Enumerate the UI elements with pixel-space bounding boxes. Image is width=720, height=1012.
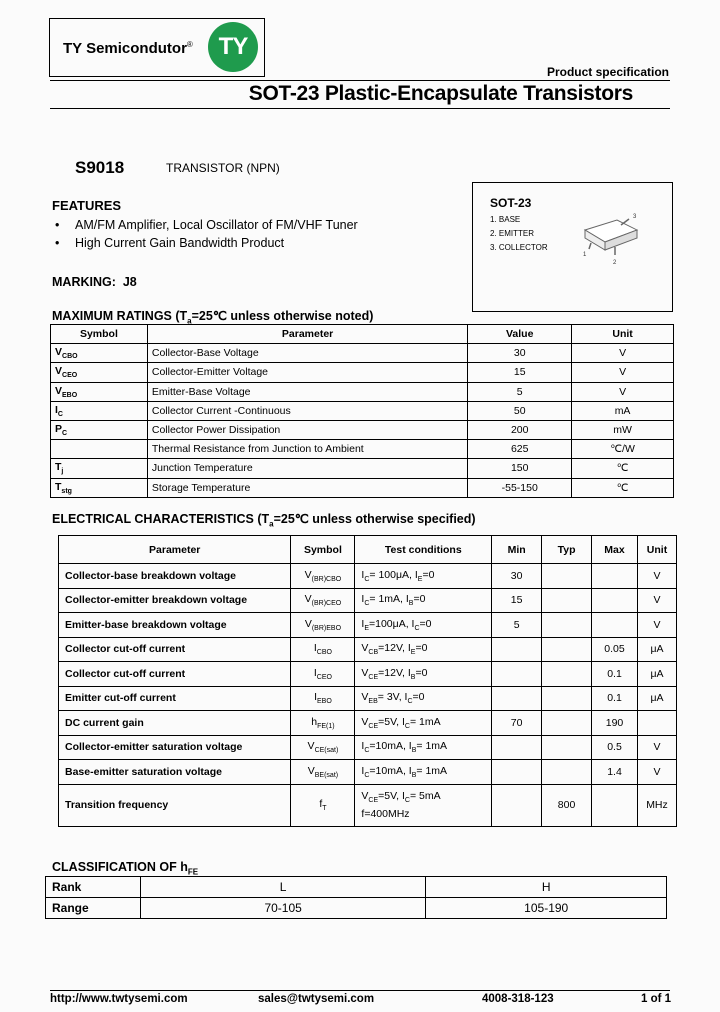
table-row: [59, 686, 677, 711]
parameter-cell: Collector-base breakdown voltage: [59, 564, 291, 589]
symbol-cell: [51, 478, 148, 497]
min-cell: [492, 735, 542, 760]
symbol-cell: [291, 735, 355, 760]
pin-2-number: 2: [613, 260, 617, 266]
parameter-cell: Collector-emitter breakdown voltage: [59, 588, 291, 613]
table-row: [51, 459, 674, 478]
header-rule: [50, 80, 670, 81]
symbol-cell: [291, 613, 355, 638]
parameter-cell: Emitter-Base Voltage: [147, 382, 467, 401]
typ-cell: [542, 662, 592, 687]
table-row: [46, 877, 667, 898]
parameter-cell: Collector Power Dissipation: [147, 420, 467, 439]
symbol-subscript: BE(sat): [314, 771, 339, 779]
company-name: [63, 40, 193, 57]
features-heading: FEATURES: [52, 198, 122, 213]
max-cell: [592, 564, 638, 589]
marking-value: J8: [122, 275, 137, 289]
symbol-subscript: stg: [61, 487, 72, 495]
unit-cell: ℃: [572, 478, 674, 497]
parameter-cell: Junction Temperature: [147, 459, 467, 478]
typ-cell: 800: [542, 784, 592, 826]
condition-cell: $V_{EB}= 3V$, $I_C=0$: [355, 686, 492, 711]
footer-url[interactable]: http://www.twtysemi.com: [50, 993, 188, 1005]
table-row: [59, 760, 677, 785]
max-cell: [592, 613, 638, 638]
parameter-cell: Collector-Emitter Voltage: [147, 363, 467, 382]
symbol-subscript: (BR)CEO: [311, 600, 342, 608]
min-cell: [492, 760, 542, 785]
unit-cell: V: [572, 382, 674, 401]
symbol-cell: [291, 784, 355, 826]
condition-cell: $I_C= 1mA$, $I_B=0$: [355, 588, 492, 613]
parameter-cell: Collector-emitter saturation voltage: [59, 735, 291, 760]
symbol-cell: [51, 382, 148, 401]
table-row: [51, 382, 674, 401]
symbol-cell: [51, 420, 148, 439]
range-h: 105-190: [426, 898, 667, 919]
symbol-cell: [291, 760, 355, 785]
symbol-cell: [51, 401, 148, 420]
symbol-subscript: CEO: [316, 673, 332, 681]
min-cell: 15: [492, 588, 542, 613]
table-row: [59, 711, 677, 736]
unit-cell: MHz: [637, 784, 676, 826]
footer-rule: [50, 990, 670, 991]
max-cell: 0.1: [592, 662, 638, 687]
symbol-letter: V: [55, 346, 63, 359]
col-parameter: Parameter: [147, 325, 467, 344]
value-cell: 5: [468, 382, 572, 401]
symbol-cell: [51, 459, 148, 478]
pin-2-label: 2. EMITTER: [490, 229, 535, 238]
condition-cell: $V_{CE}=5V$, $I_C= 5mA$ f=400MHz: [355, 784, 492, 826]
col-max: Max: [592, 536, 638, 564]
table-row: [59, 637, 677, 662]
table-row: [51, 440, 674, 459]
condition-cell: $V_{CE}=5V$, $I_C= 1mA$: [355, 711, 492, 736]
typ-cell: [542, 686, 592, 711]
symbol-cell: [51, 440, 148, 459]
marking: [52, 275, 137, 289]
unit-cell: V: [572, 363, 674, 382]
value-cell: -55-150: [468, 478, 572, 497]
company-name-text: TY Semicondutor: [63, 40, 187, 57]
value-cell: 200: [468, 420, 572, 439]
table-row: [51, 401, 674, 420]
symbol-subscript: CBO: [316, 649, 332, 657]
col-typ: Typ: [542, 536, 592, 564]
parameter-cell: Thermal Resistance from Junction to Ambient: [147, 440, 467, 459]
col-symbol: Symbol: [51, 325, 148, 344]
symbol-subscript: EBO: [62, 391, 78, 399]
unit-cell: V: [572, 344, 674, 363]
col-unit: Unit: [572, 325, 674, 344]
unit-cell: V: [637, 613, 676, 638]
part-type: TRANSISTOR (NPN): [166, 161, 280, 175]
symbol-subscript: (BR)CBO: [311, 575, 342, 583]
symbol-subscript: C: [57, 410, 63, 418]
symbol-cell: [291, 588, 355, 613]
min-cell: [492, 686, 542, 711]
footer-email[interactable]: sales@twtysemi.com: [258, 993, 375, 1005]
parameter-cell: Storage Temperature: [147, 478, 467, 497]
max-cell: 190: [592, 711, 638, 736]
feature-item: [55, 236, 284, 250]
symbol-letter: V: [55, 384, 63, 397]
table-row: [59, 662, 677, 687]
symbol-letter: I: [313, 666, 317, 679]
unit-cell: mW: [572, 420, 674, 439]
unit-cell: V: [637, 760, 676, 785]
max-cell: 0.5: [592, 735, 638, 760]
ty-logo: TY: [208, 22, 258, 72]
bullet-icon: •: [55, 218, 60, 232]
symbol-cell: [291, 711, 355, 736]
range-label: Range: [46, 898, 141, 919]
value-cell: 50: [468, 401, 572, 420]
range-l: 70-105: [140, 898, 425, 919]
symbol-subscript: j: [61, 468, 64, 476]
parameter-cell: Base-emitter saturation voltage: [59, 760, 291, 785]
symbol-letter: V: [304, 617, 312, 630]
table-header-row: [59, 536, 677, 564]
table-row: [51, 420, 674, 439]
feature-item: [55, 218, 358, 232]
symbol-letter: V: [55, 365, 63, 378]
symbol-subscript: CBO: [62, 353, 78, 361]
symbol-subscript: (BR)EBO: [311, 624, 342, 632]
parameter-cell: Collector Current -Continuous: [147, 401, 467, 420]
unit-cell: mA: [572, 401, 674, 420]
symbol-letter: T: [55, 480, 62, 493]
symbol-cell: [51, 344, 148, 363]
footer-phone: 4008-318-123: [482, 993, 554, 1005]
feature-text: High Current Gain Bandwidth Product: [75, 236, 285, 250]
symbol-cell: [291, 686, 355, 711]
bullet-icon: •: [55, 236, 60, 250]
unit-cell: ℃: [572, 459, 674, 478]
symbol-letter: h: [311, 715, 318, 728]
classification-table: [45, 876, 667, 919]
symbol-letter: T: [55, 461, 62, 474]
table-row: [59, 588, 677, 613]
value-cell: 30: [468, 344, 572, 363]
condition-cell: $V_{CE}=12V$, $I_B=0$: [355, 662, 492, 687]
symbol-subscript: T: [322, 805, 327, 813]
symbol-subscript: FE(1): [317, 722, 335, 730]
page-title: SOT-23 Plastic-Encapsulate Transistors: [248, 82, 633, 105]
value-cell: 15: [468, 363, 572, 382]
condition-cell: $V_{CB}=12V$, $I_E=0$: [355, 637, 492, 662]
table-row: [59, 784, 677, 826]
symbol-subscript: CEO: [62, 372, 78, 380]
max-ratings-table: [50, 324, 674, 498]
pin-3-label: 3. COLLECTOR: [490, 243, 548, 252]
condition-cell: $I_C= 100\mu A$, $I_E=0$: [355, 564, 492, 589]
condition-cell: $I_C=10mA$, $I_B= 1mA$: [355, 735, 492, 760]
max-cell: [592, 588, 638, 613]
parameter-cell: Collector-Base Voltage: [147, 344, 467, 363]
max-cell: 1.4: [592, 760, 638, 785]
symbol-letter: I: [55, 403, 58, 416]
symbol-letter: V: [307, 764, 315, 777]
parameter-cell: Emitter-base breakdown voltage: [59, 613, 291, 638]
symbol-cell: [291, 662, 355, 687]
typ-cell: [542, 613, 592, 638]
table-header-row: [51, 325, 674, 344]
symbol-subscript: EBO: [316, 698, 332, 706]
unit-cell: μA: [637, 662, 676, 687]
typ-cell: [542, 637, 592, 662]
table-row: [59, 564, 677, 589]
pin-1-number: 1: [583, 252, 587, 258]
typ-cell: [542, 711, 592, 736]
symbol-letter: V: [304, 593, 312, 606]
parameter-cell: Collector cut-off current: [59, 662, 291, 687]
condition-cell: $I_C=10mA$, $I_B= 1mA$: [355, 760, 492, 785]
condition-cell: $I_E=100\mu A$, $I_C=0$: [355, 613, 492, 638]
min-cell: [492, 662, 542, 687]
electrical-characteristics-table: [58, 535, 677, 827]
footer-page: 1 of 1: [641, 993, 672, 1005]
col-value: Value: [468, 325, 572, 344]
symbol-letter: P: [55, 422, 63, 435]
typ-cell: [542, 564, 592, 589]
symbol-letter: I: [313, 642, 317, 655]
table-row: [51, 363, 674, 382]
min-cell: [492, 784, 542, 826]
unit-cell: V: [637, 735, 676, 760]
max-ratings-heading: MAXIMUM RATINGS ($T_a=25℃$ unless otherwise noted): [52, 309, 374, 326]
max-cell: [592, 784, 638, 826]
title-rule: [50, 108, 670, 109]
value-cell: 625: [468, 440, 572, 459]
unit-cell: [637, 711, 676, 736]
symbol-letter: V: [307, 740, 315, 753]
table-row: [46, 898, 667, 919]
rank-label: Rank: [46, 877, 141, 898]
max-cell: 0.1: [592, 686, 638, 711]
symbol-cell: [291, 564, 355, 589]
product-specification-label: Product specification: [546, 65, 669, 79]
min-cell: [492, 637, 542, 662]
rank-h: H: [426, 877, 667, 898]
sot23-package-icon: [575, 208, 655, 268]
typ-cell: [542, 588, 592, 613]
symbol-cell: [51, 363, 148, 382]
table-row: [59, 613, 677, 638]
symbol-subscript: CE(sat): [314, 747, 339, 755]
symbol-subscript: C: [62, 430, 68, 438]
parameter-cell: Transition frequency: [59, 784, 291, 826]
min-cell: 30: [492, 564, 542, 589]
col-test-conditions: Test conditions: [355, 536, 492, 564]
col-unit: Unit: [637, 536, 676, 564]
col-min: Min: [492, 536, 542, 564]
parameter-cell: Collector cut-off current: [59, 637, 291, 662]
marking-label: MARKING:: [52, 275, 116, 289]
typ-cell: [542, 735, 592, 760]
unit-cell: ℃/W: [572, 440, 674, 459]
feature-text: AM/FM Amplifier, Local Oscillator of FM/VHF Tuner: [75, 218, 358, 232]
unit-cell: μA: [637, 637, 676, 662]
value-cell: 150: [468, 459, 572, 478]
rank-l: L: [140, 877, 425, 898]
symbol-cell: [291, 637, 355, 662]
elec-char-heading: ELECTRICAL CHARACTERISTICS ($T_a=25℃$ unless otherwise specified): [52, 512, 476, 529]
pin-1-label: 1. BASE: [490, 215, 521, 224]
classification-heading: CLASSIFICATION OF $h_{FE}$: [52, 860, 199, 877]
min-cell: 70: [492, 711, 542, 736]
table-row: [59, 735, 677, 760]
symbol-letter: I: [314, 691, 317, 704]
col-symbol: Symbol: [291, 536, 355, 564]
unit-cell: V: [637, 588, 676, 613]
typ-cell: [542, 760, 592, 785]
unit-cell: μA: [637, 686, 676, 711]
pin-3-number: 3: [633, 214, 637, 220]
unit-cell: V: [637, 564, 676, 589]
col-parameter: Parameter: [59, 536, 291, 564]
parameter-cell: Emitter cut-off current: [59, 686, 291, 711]
table-row: [51, 344, 674, 363]
parameter-cell: DC current gain: [59, 711, 291, 736]
min-cell: 5: [492, 613, 542, 638]
part-number: S9018: [75, 158, 125, 177]
symbol-letter: V: [304, 568, 312, 581]
package-name: SOT-23: [490, 196, 532, 210]
table-row: [51, 478, 674, 497]
symbol-letter: f: [319, 797, 323, 810]
registered-mark: ®: [186, 40, 193, 49]
max-cell: 0.05: [592, 637, 638, 662]
